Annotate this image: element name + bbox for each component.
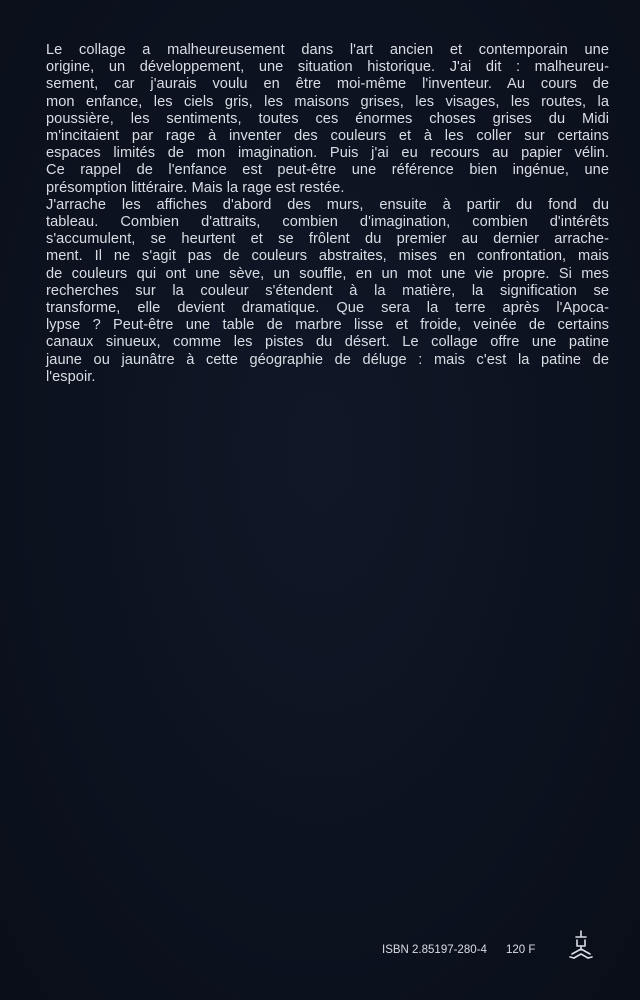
blurb-line: Ce rappel de l'enfance est peut-être une référence bien ingénue, une [46,162,609,179]
blurb-line: m'incitaient par rage à inventer des couleurs et à les coller sur certains [46,128,609,145]
price: 120 F [506,944,536,956]
publisher-logo-icon [566,928,596,962]
blurb-line: ment. Il ne s'agit pas de couleurs abstraites, mises en confrontation, mais [46,248,609,265]
blurb-line: lypse ? Peut-être une table de marbre lisse et froide, veinée de certains [46,317,609,334]
blurb-line: Le collage a malheureusement dans l'art ancien et contemporain une [46,42,609,58]
blurb-line: origine, un développement, une situation historique. J'ai dit : malheureu- [46,59,609,76]
blurb-line: sement, car j'aurais voulu en être moi-même l'inventeur. Au cours de [46,76,609,93]
blurb-line: présomption littéraire. Mais la rage est restée. [46,179,345,196]
blurb-text [46,42,609,386]
blurb-line: canaux sinueux, comme les pistes du désert. Le collage offre une patine [46,334,609,351]
isbn-number: ISBN 2.85197-280-4 [382,944,487,956]
blurb-line: recherches sur la couleur s'étendent à la matière, la signification se [46,282,609,299]
blurb-line: l'espoir. [46,368,96,385]
blurb-line: s'accumulent, se heurtent et se frôlent du premier au dernier arrache- [46,231,609,248]
blurb-line: jaune ou jaunâtre à cette géographie de déluge : mais c'est la patine de [46,351,609,368]
blurb-line: tableau. Combien d'attraits, combien d'imagination, combien d'intérêts [46,214,609,231]
blurb-line: J'arrache les affiches d'abord des murs, ensuite à partir du fond du [46,196,609,213]
blurb-line: poussière, les sentiments, toutes ces énormes choses grises du Midi [46,110,609,127]
blurb-line: espaces limités de mon imagination. Puis j'ai eu recours au papier vélin. [46,145,609,162]
blurb-line: transforme, elle devient dramatique. Que sera la terre après l'Apoca- [46,300,609,317]
blurb-line: de couleurs qui ont une sève, un souffle, en un mot une vie propre. Si mes [46,265,609,282]
cover-footer [0,944,640,964]
blurb-line: mon enfance, les ciels gris, les maisons grises, les visages, les routes, la [46,93,609,110]
